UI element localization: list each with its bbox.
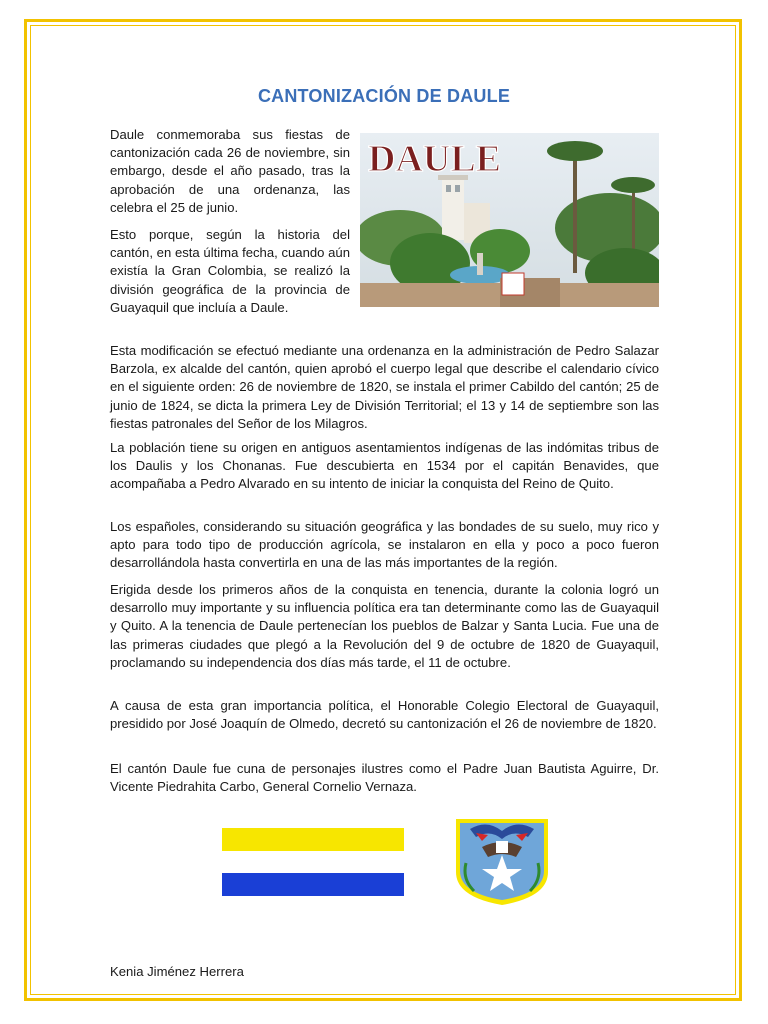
photo-daule-lettering: DAULE bbox=[368, 138, 502, 180]
paragraph-3: Esta modificación se efectuó mediante una ordenanza en la administración de Pedro Salazar Barzola, ex alcalde del cantón, quien aprobó el cuerpo legal que describe el calendario cívico en el siguiente orden: 26 de noviembre de 1820, se instala el primer Cabildo del cantón; 25 de junio de 1824, se dicta la primera Ley de División Territorial; el 13 y 14 de septiembre son las fiestas patronales del Señor de los Milagros. bbox=[110, 343, 659, 431]
paragraph-5: Los españoles, considerando su situación geográfica y las bondades de su suelo, muy rico y apto para todo tipo de producción agrícola, se instalaron en ella y poco a poco fueron desarrollándola hasta convertirla en una de las más importantes de la región. bbox=[110, 519, 659, 571]
paragraph-4: La población tiene su origen en antiguos asentamientos indígenas de las indómitas tribus de los Daulis y los Chonanas. Fue descubierta en 1534 por el capitán Benavides, que acompañaba a Pedro Alvarado en su intento de iniciar la conquista del Reino de Quito. bbox=[110, 440, 659, 492]
paragraph-1: Daule conmemoraba sus fiestas de cantonización cada 26 de noviembre, sin embargo, desde el año pasado, tras la aprobación de una ordenanza, las celebra el 25 de junio. bbox=[110, 127, 350, 215]
daule-coat-of-arms bbox=[452, 817, 552, 907]
paragraph-6: Erigida desde los primeros años de la conquista en tenencia, durante la colonia logró un desarrollo muy importante y su influencia política era tan determinante como las de Guayaquil y Quito. A la tenencia de Daule pertenecían los pueblos de Balzar y Santa Lucia. Fue una de las primeras ciudades que plegó a la Revolución del 9 de octubre de 1820 de Guayaquil, proclamando su independencia dos días más tarde, el 11 de octubre. bbox=[110, 582, 659, 670]
author-name: Kenia Jiménez Herrera bbox=[110, 964, 244, 979]
paragraph-2: Esto porque, según la historia del cantón, en esta última fecha, cuando aún existía la Gran Colombia, se realizó la división geográfica de la provincia de Guayaquil que incluía a Daule. bbox=[110, 227, 350, 315]
paragraph-7: A causa de esta gran importancia política, el Honorable Colegio Electoral de Guayaquil, presidido por José Joaquín de Olmedo, decretó su cantonización el 26 de noviembre de 1820. bbox=[110, 698, 659, 732]
daule-town-photo bbox=[360, 133, 659, 307]
paragraph-8: El cantón Daule fue cuna de personajes ilustres como el Padre Juan Bautista Aguirre, Dr. Vicente Piedrahita Carbo, General Cornelio Vernaza. bbox=[110, 761, 659, 795]
daule-flag bbox=[222, 828, 404, 896]
page-title: CANTONIZACIÓN DE DAULE bbox=[257, 86, 511, 106]
